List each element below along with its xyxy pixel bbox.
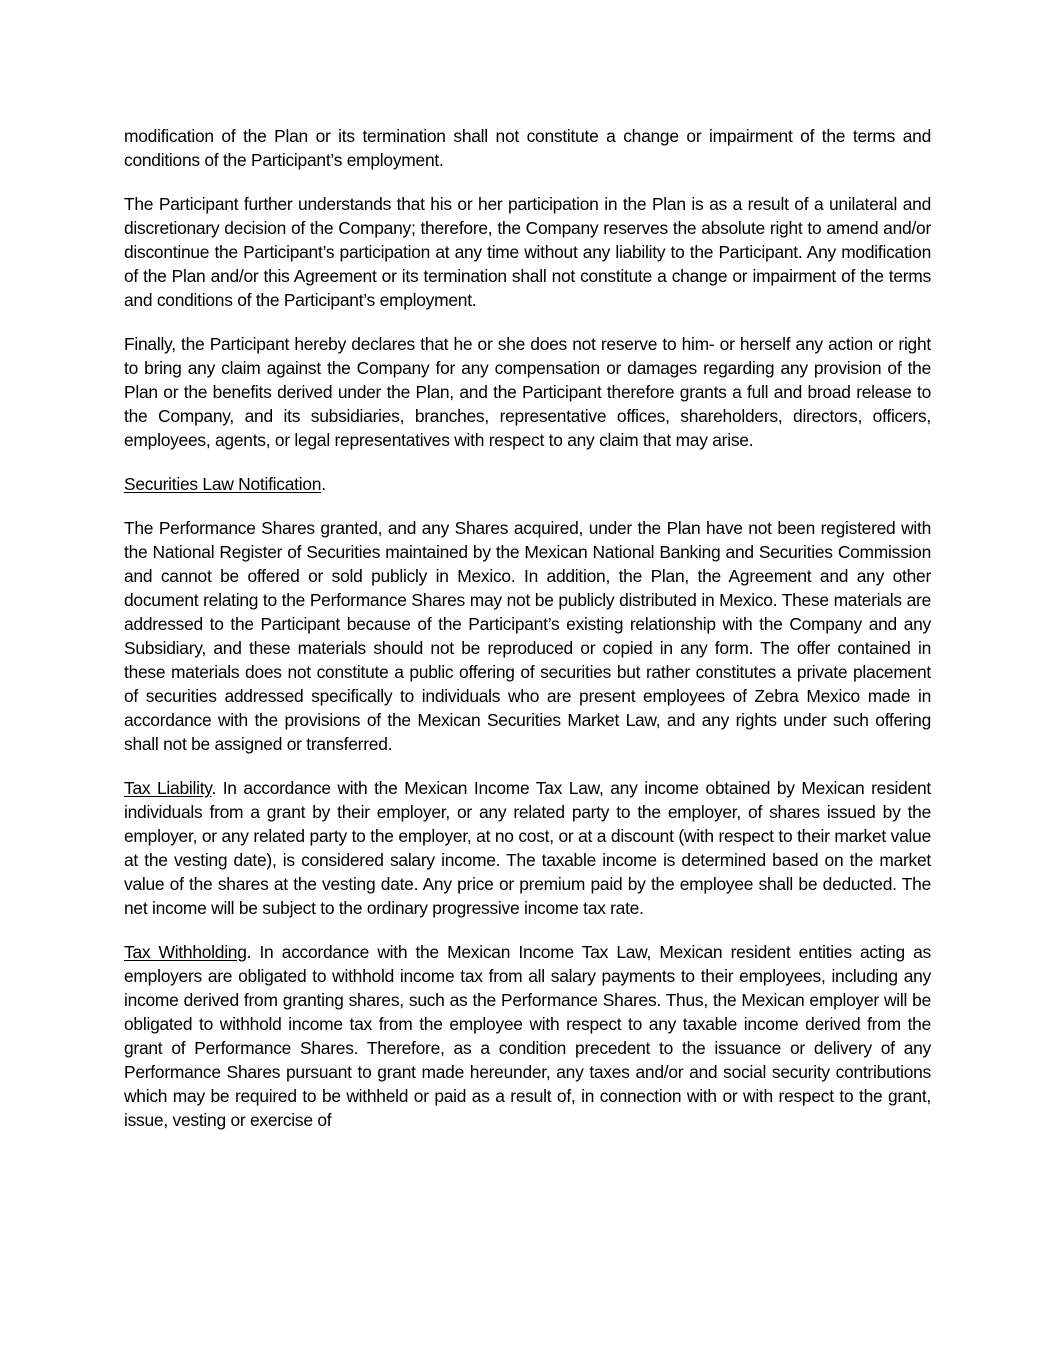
paragraph-discretionary-participation <box>124 192 931 312</box>
securities-law-heading: Securities Law Notification <box>124 474 322 494</box>
paragraph-securities-notification <box>124 516 931 756</box>
document-page <box>124 124 931 1152</box>
paragraph-text: The Participant further understands that his or her participation in the Plan is as a result of a unilateral and discretionary decision of the Company; therefore, the Company reserves the absolute right to amend and/or discontinue the Participant’s participation at any time without any liability to the Participant. Any modification of the Plan and/or this Agreement or its termination shall not constitute a change or impairment of the terms and conditions of the Participant’s employment. <box>124 194 931 310</box>
heading-period: . <box>321 474 326 494</box>
paragraph-text: The Performance Shares granted, and any Shares acquired, under the Plan have not been registered with the National Register of Securities maintained by the Mexican National Banking and Securities Commission and cannot be offered or sold publicly in Mexico. In addition, the Plan, the Agreement and any other document relating to the Performance Shares may not be publicly distributed in Mexico. These materials are addressed to the Participant because of the Participant’s existing relationship with the Company and any Subsidiary, and these materials should not be reproduced or copied in any form. The offer contained in these materials does not constitute a public offering of securities but rather constitutes a private placement of securities addressed specifically to individuals who are present employees of Zebra Mexico made in accordance with the provisions of the Mexican Securities Market Law, and any rights under such offering shall not be assigned or transferred. <box>124 518 931 754</box>
section-heading-securities <box>124 472 931 496</box>
paragraph-release-of-claims <box>124 332 931 452</box>
paragraph-tax-withholding <box>124 940 931 1132</box>
paragraph-text: . In accordance with the Mexican Income Tax Law, any income obtained by Mexican resident individuals from a grant by their employer, or any related party to the employer, of shares issued by the employer, or any related party to the employer, at no cost, or at a discount (with respect to their market value at the vesting date), is considered salary income. The taxable income is determined based on the market value of the shares at the vesting date. Any price or premium paid by the employee shall be deducted. The net income will be subject to the ordinary progressive income tax rate. <box>124 778 931 918</box>
tax-withholding-heading: Tax Withholding <box>124 942 247 962</box>
paragraph-text: modification of the Plan or its termination shall not constitute a change or impairment of the terms and conditions of the Participant’s employment. <box>124 126 931 170</box>
paragraph-text: Finally, the Participant hereby declares that he or she does not reserve to him- or herself any action or right to bring any claim against the Company for any compensation or damages regarding any provision of the Plan or the benefits derived under the Plan, and the Participant therefore grants a full and broad release to the Company, and its subsidiaries, branches, representative offices, shareholders, directors, officers, employees, agents, or legal representatives with respect to any claim that may arise. <box>124 334 931 450</box>
paragraph-plan-modification <box>124 124 931 172</box>
tax-liability-heading: Tax Liability <box>124 778 212 798</box>
paragraph-text: . In accordance with the Mexican Income Tax Law, Mexican resident entities acting as employers are obligated to withhold income tax from all salary payments to their employees, including any income derived from granting shares, such as the Performance Shares. Thus, the Mexican employer will be obligated to withhold income tax from the employee with respect to any taxable income derived from the grant of Performance Shares. Therefore, as a condition precedent to the issuance or delivery of any Performance Shares pursuant to grant made hereunder, any taxes and/or and social security contributions which may be required to be withheld or paid as a result of, in connection with or with respect to the grant, issue, vesting or exercise of <box>124 942 931 1130</box>
paragraph-tax-liability <box>124 776 931 920</box>
